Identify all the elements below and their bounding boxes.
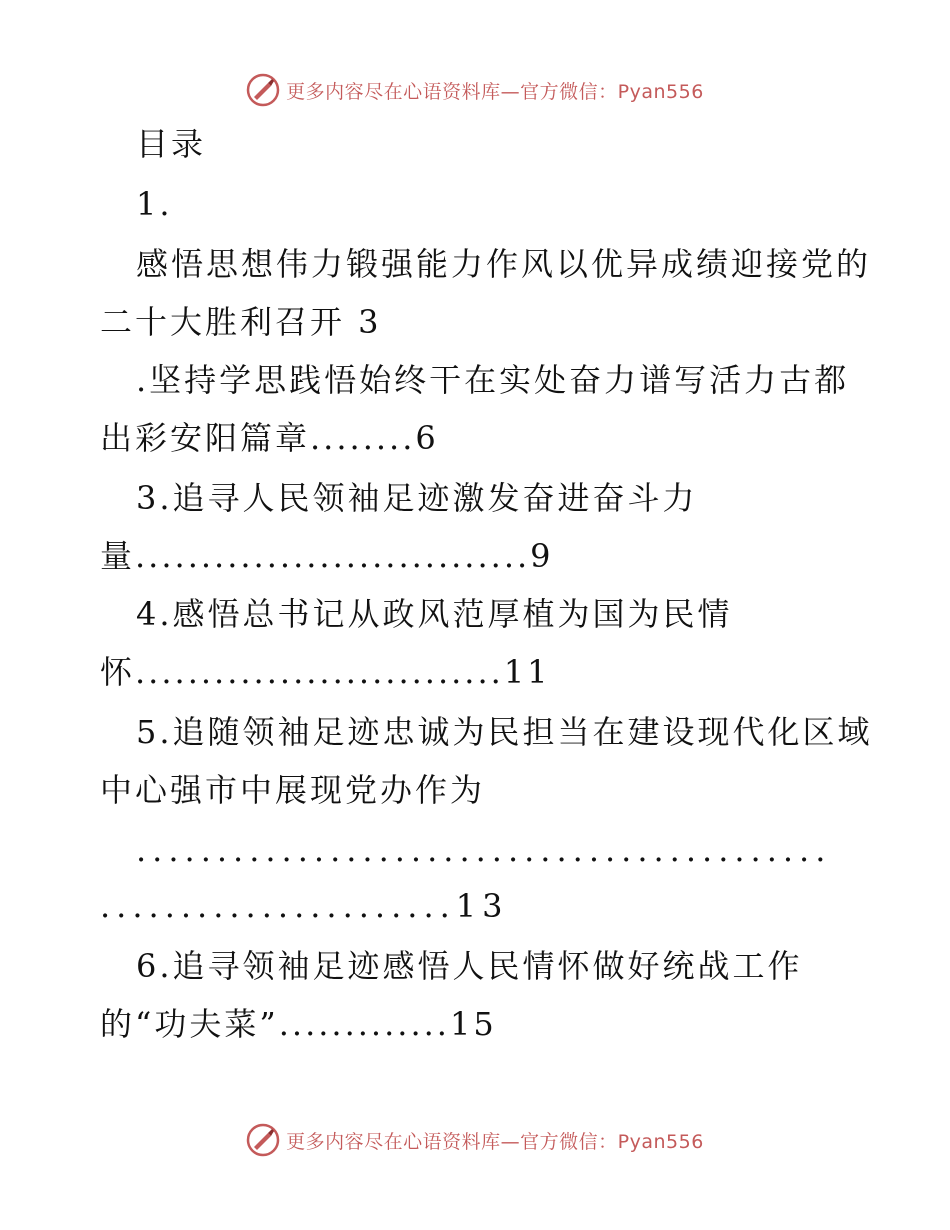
watermark-footer (0, 1120, 950, 1160)
toc-line: ........................................... (136, 831, 832, 869)
pen-logo-icon (246, 73, 280, 107)
toc-line: 的“功夫菜”.............15 (100, 1005, 497, 1043)
toc-line: .坚持学思践悟始终干在实处奋力谱写活力古都 (136, 361, 850, 399)
toc-line: 中心强市中展现党办作为 (100, 771, 486, 809)
toc-line: 3.追寻人民领袖足迹激发奋进奋斗力 (136, 479, 698, 517)
watermark-text: 更多内容尽在心语资料库—官方微信：Pyan556 (286, 1130, 704, 1153)
toc-line: 1. (136, 185, 173, 223)
toc-line: 二十大胜利召开 3 (100, 303, 382, 341)
toc-line: 怀............................11 (100, 653, 551, 691)
toc-line: 4.感悟总书记从政风范厚植为国为民情 (136, 595, 733, 633)
toc-title: 目录 (136, 125, 207, 163)
pen-logo-icon (246, 1123, 280, 1157)
watermark-text: 更多内容尽在心语资料库—官方微信：Pyan556 (286, 80, 704, 103)
watermark-header (0, 70, 950, 110)
toc-line: 6.追寻领袖足迹感悟人民情怀做好统战工作 (136, 947, 803, 985)
toc-line: 感悟思想伟力锻强能力作风以优异成绩迎接党的 (136, 245, 872, 283)
toc-line: 5.追随领袖足迹忠诚为民担当在建设现代化区域 (136, 713, 873, 751)
toc-line: ......................13 (100, 887, 509, 925)
toc-line: 出彩安阳篇章........6 (100, 419, 439, 457)
toc-line: 量..............................9 (100, 537, 554, 575)
